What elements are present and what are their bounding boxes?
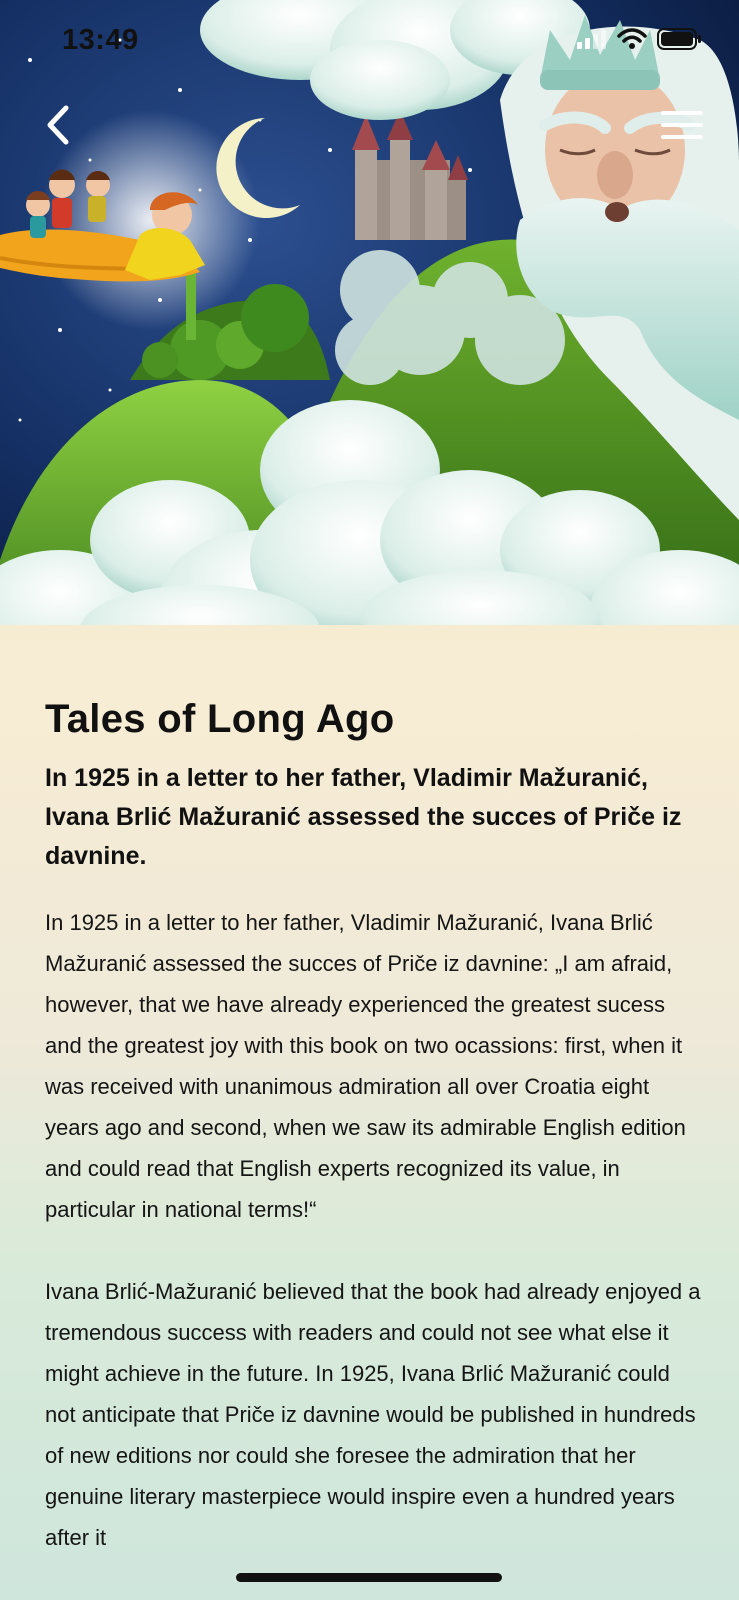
- hero-illustration: [0, 0, 739, 640]
- back-button[interactable]: [38, 100, 78, 150]
- battery-icon: [657, 28, 703, 50]
- signal-icon: [577, 29, 607, 49]
- article-paragraph-1: In 1925 in a letter to her father, Vladimir Mažuranić, Ivana Brlić Mažuranić assessed the succes of Priče iz davnine: „I am afraid, however, that we have already experienced the greatest sucess and the greatest joy with this book on two ocassions: first, when it was received with unanimous admiration all over Croatia eight years ago and second, when we saw its admirable English edition and could read that English experts recognized its value, in particular in national terms!“: [45, 910, 686, 1222]
- article-title: Tales of Long Ago: [45, 697, 395, 741]
- article-paragraph-2: Ivana Brlić-Mažuranić believed that the book had already enjoyed a tremendous success with readers and could not see what else it might achieve in the future. In 1925, Ivana Brlić Mažuranić could not anticipate that Priče iz davnine would be published in hundreds of new editions nor could she foresee the admiration that her genuine literary masterpiece would inspire even a hundred years after it: [45, 1279, 701, 1550]
- article-content: [45, 695, 705, 1558]
- chevron-left-icon: [38, 100, 78, 150]
- hamburger-menu-icon: [659, 108, 705, 142]
- status-icons: [577, 28, 703, 50]
- wifi-icon: [617, 28, 647, 50]
- article-subtitle: In 1925 in a letter to her father, Vladimir Mažuranić, Ivana Brlić Mažuranić assessed the succes of Priče iz davnine.: [45, 764, 682, 870]
- menu-button[interactable]: [659, 108, 705, 142]
- home-indicator[interactable]: [236, 1573, 502, 1582]
- status-time: 13:49: [62, 24, 139, 56]
